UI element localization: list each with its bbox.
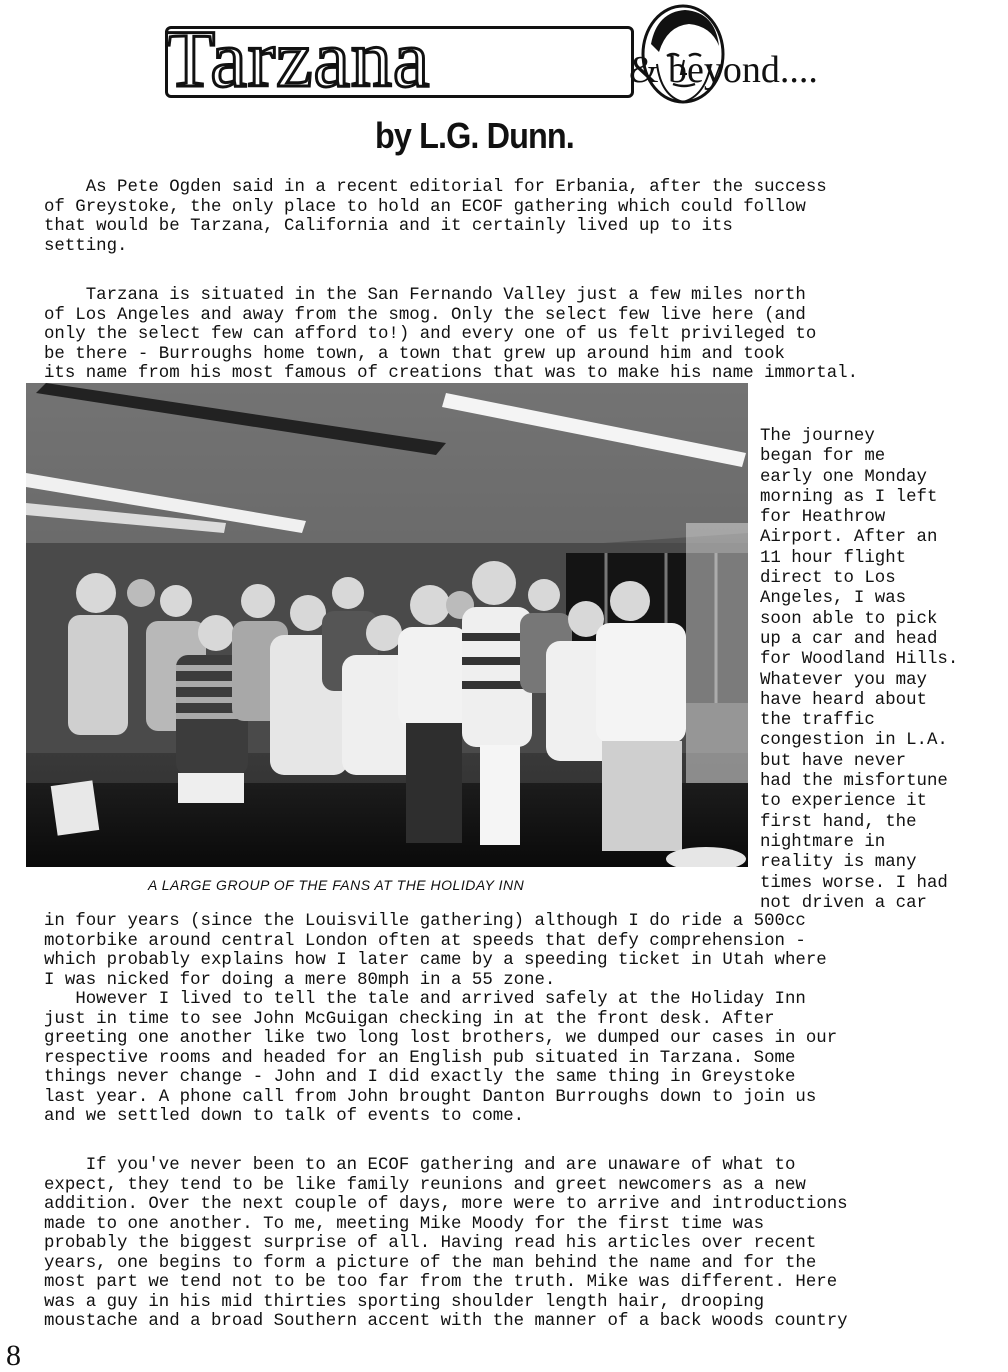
byline: by L.G. Dunn.: [375, 115, 574, 156]
paragraph-journey: in four years (since the Louisville gathering) although I do ride a 500cc motorbike around central London often at speeds that defy comprehension - which probably explains how I later came by a speeding ticket in Utah where I was nicked for doing a mere 80mph in a 55 zone. However I lived to tell the tale and arrived safely at the Holiday Inn just in time to see John McGuigan checking in at the front desk. After greeting one another like two long lost brothers, we dumped our cases in our respective rooms and headed for an English pub situated in Tarzana. Some things never change - John and I did exactly the same thing in Greystoke last year. A phone call from John brought Danton Burroughs down to join us and we settled down to talk of events to come.: [44, 912, 838, 1126]
group-photo-illustration: [26, 383, 748, 867]
page-number: 8: [6, 1339, 21, 1372]
photo-caption: A LARGE GROUP OF THE FANS AT THE HOLIDAY INN: [148, 877, 525, 893]
group-photo: [26, 383, 748, 867]
paragraph-intro: As Pete Ogden said in a recent editorial for Erbania, after the success of Greystoke, the only place to hold an ECOF gathering which could follow that would be Tarzana, California and it certainly lived up to its setting.: [44, 178, 827, 256]
paragraph-tarzana: Tarzana is situated in the San Fernando Valley just a few miles north of Los Angeles and away from the smog. Only the select few live here (and only the select few can afford to!) and every one of us felt privileged to be there - Burroughs home town, a town that grew up around him and took its name from his most famous of creations that was to make his name immortal.: [44, 286, 859, 383]
paragraph-gathering: If you've never been to an ECOF gathering and are unaware of what to expect, they tend to be like family reunions and greet newcomers as a new addition. Over the next couple of days, more were to arrive and introductions made to one another. To me, meeting Mike Moody for the first time was probably the biggest surprise of all. Having read his articles over recent years, one begins to form a picture of the man behind the name and for the most part we tend not to be too far from the truth. Mike was different. Here was a guy in his mid thirties sporting shoulder length hair, drooping moustache and a broad Southern accent with the manner of a back woods country: [44, 1156, 848, 1331]
masthead: [165, 4, 865, 114]
tagline: & beyond....: [629, 49, 818, 91]
sidebar-column-text: The journey began for me early one Monday morning as I left for Heathrow Airport. After an 11 hour flight direct to Los Angeles, I was soon able to pick up a car and head for Woodland Hills. Whatever you may have heard about the traffic congestion in L.A. but have never had the misfortune to experience it first hand, the nightmare in reality is many times worse. I had not driven a car: [760, 427, 959, 913]
logo-title: Tarzana: [165, 13, 431, 104]
